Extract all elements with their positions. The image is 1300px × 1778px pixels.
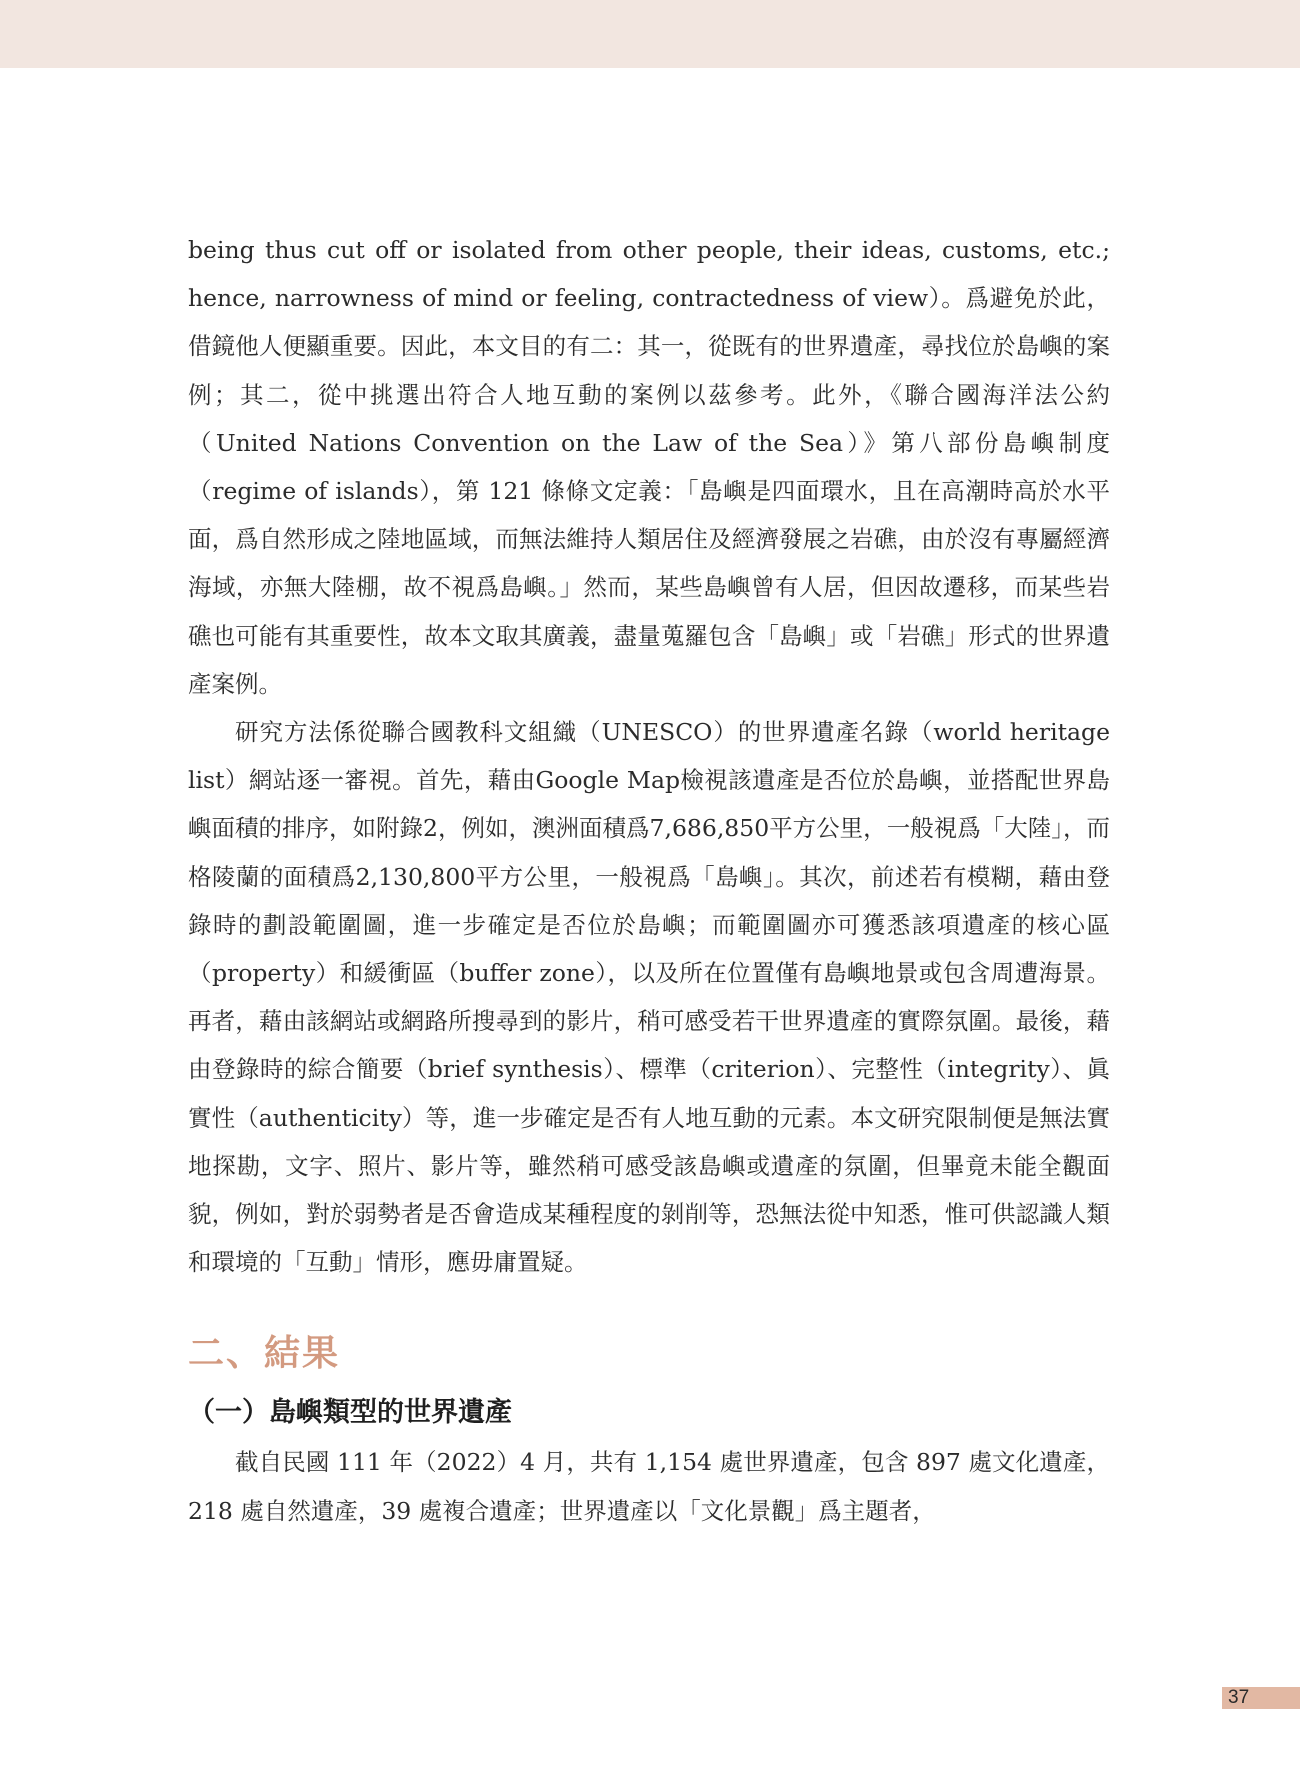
subsection-paragraph-1: 截自民國 111 年（2022）4 月，共有 1,154 處世界遺產，包含 897 處文化遺產，218 處自然遺產，39 處複合遺產；世界遺產以「文化景觀」爲主題者， <box>188 1448 1110 1525</box>
section-title: 二、結果 <box>188 1333 341 1375</box>
page-content <box>188 226 1110 1535</box>
page-number: 37 <box>1228 1687 1250 1708</box>
top-header-band <box>0 0 1300 68</box>
subsection-title: （一）島嶼類型的世界遺產 <box>188 1397 512 1429</box>
body-paragraph-1: being thus cut off or isolated from other people, their ideas, customs, etc.; hence, narrowness of mind or feeling, contractedness of view）。爲避免於此，借鏡他人便顯重要。因此，本文目的有二：其一，從既有的世界遺產，尋找位於島嶼的案例；其二，從中挑選出符合人地互動的案例以茲參考。此外，《聯合國海洋法公約（United Nations Convention on the Law of the Sea）》第八部份島嶼制度（regime of islands），第 121 條條文定義：「島嶼是四面環水，且在高潮時高於水平面，爲自然形成之陸地區域，而無法維持人類居住及經濟發展之岩礁，由於沒有專屬經濟海域，亦無大陸棚，故不視爲島嶼。」然而，某些島嶼曾有人居，但因故遷移，而某些岩礁也可能有其重要性，故本文取其廣義，盡量蒐羅包含「島嶼」或「岩礁」形式的世界遺產案例。 <box>188 236 1110 698</box>
body-paragraph-2: 研究方法係從聯合國教科文組織（UNESCO）的世界遺產名錄（world heritage list）網站逐一審視。首先，藉由Google Map檢視該遺產是否位於島嶼，並搭配世界島嶼面積的排序，如附錄2，例如，澳洲面積爲7,686,850平方公里，一般視爲「大陸」，而格陵蘭的面積爲2,130,800平方公里，一般視爲「島嶼」。其次，前述若有模糊，藉由登錄時的劃設範圍圖，進一步確定是否位於島嶼；而範圍圖亦可獲悉該項遺產的核心區（property）和緩衝區（buffer zone），以及所在位置僅有島嶼地景或包含周遭海景。再者，藉由該網站或網路所搜尋到的影片，稍可感受若干世界遺產的實際氛圍。最後，藉由登錄時的綜合簡要（brief synthesis）、標準（criterion）、完整性（integrity）、眞實性（authenticity）等，進一步確定是否有人地互動的元素。本文研究限制便是無法實地探勘，文字、照片、影片等，雖然稍可感受該島嶼或遺產的氛圍，但畢竟未能全觀面貌，例如，對於弱勢者是否會造成某種程度的剝削等，恐無法從中知悉，惟可供認識人類和環境的「互動」情形，應毋庸置疑。 <box>188 718 1110 1277</box>
